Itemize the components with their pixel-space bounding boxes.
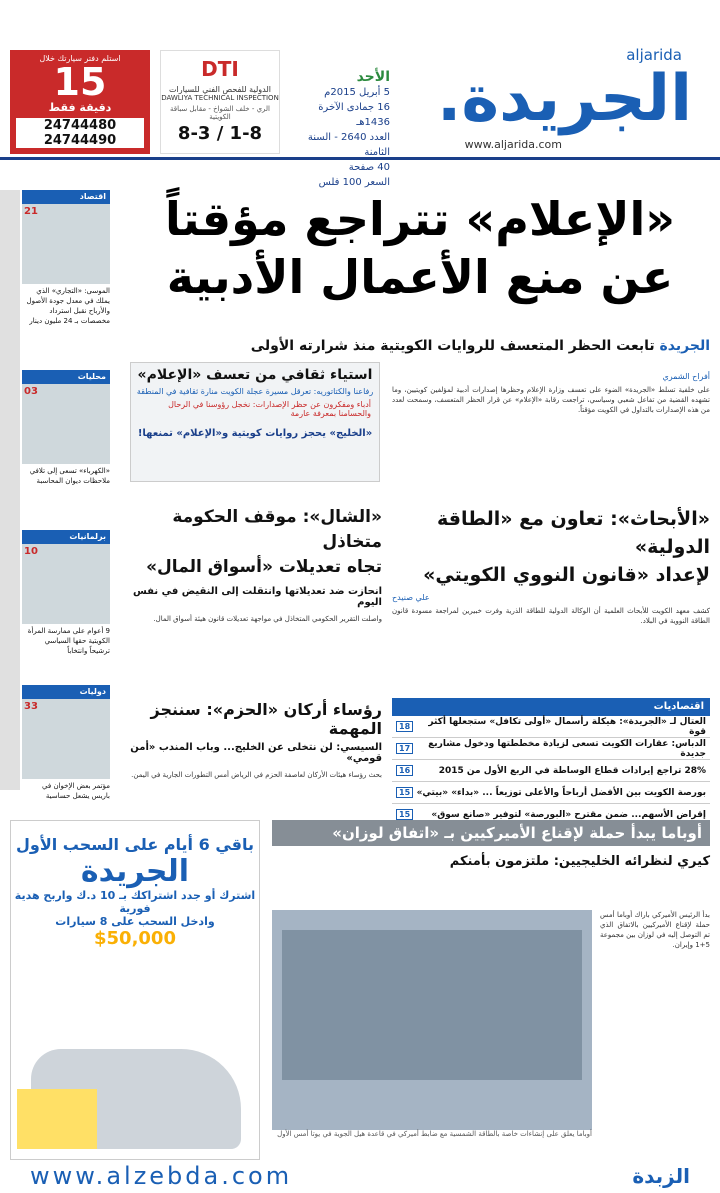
economics-item[interactable] [392,782,710,804]
advert-top-text: استلم دفتر سيارتك خلال [39,54,121,63]
lead-body: على خلفية تسلط «الجريدة» الضوء على تعسف وزارة الإعلام وحظرها إصدارات أدبية لمؤلفين كويتيين، وما تشهده القضية من تفاعل شعبي وسياسي، تراجعت رقابة «الإعلام» عن قرار الحظر المتعسف، وسمحت لعدد من هذه الإصدارات بالتداول في الكويت مؤقتاً. [392,386,710,414]
lead-subhead-text: تابعت الحظر المتعسف للروايات الكويتية منذ شرارته الأولى [250,338,655,354]
shall-headline-line2: تجاه تعديلات «أسواق المال» [146,557,382,577]
website-url[interactable]: www.aljarida.com [464,138,562,151]
feature-title: استياء ثقافي من تعسف «الإعلام» [137,367,373,383]
atomic-headline-line2: لإعداد «قانون النووي الكويتي» [423,564,710,586]
promo-draw: وادخل السحب على 8 سيارات [55,915,215,928]
teaser-photo [22,699,110,779]
footer-url[interactable]: www.alzebda.com [30,1162,293,1190]
logo-latin: aljarida [626,46,682,64]
advert-minutes: دقيقة فقط [48,101,112,114]
promo-paper-logo: الجريدة [80,854,190,889]
shall-story[interactable] [130,505,382,624]
economics-item-text: الدباس: عقارات الكويت تسعى لزيادة مخططتها ودخول مشاريع جديدة [428,738,706,759]
paper-tag: الجريدة [659,338,710,354]
shall-subhead: انحازت ضد تعديلاتها وانتقلت إلى النقيض في نفس اليوم [133,586,382,608]
chiefs-body: بحث رؤساء هيئات الأركان لعاصفة الحزم في الرياض أمس التطورات الجارية في اليمن. [131,771,382,779]
teaser-tag: محليات [22,370,110,384]
obama-photo-caption: أوباما يعلق على إنشاءات خاصة بالطاقة الشمسية مع ضابط أميركي في قاعدة هيل الجوية في يوتا أمس الأول [277,1130,592,1138]
economics-item-text: إقراض الأسهم... ضمن مقترح «البورصة» لتوفير «صانع سوق» [431,809,706,820]
teaser-local[interactable] [22,370,110,486]
economics-item-page: 15 [396,809,413,820]
lead-headline-line1: «الإعلام» تتراجع مؤقتاً [164,192,676,246]
issue-day: الأحد [356,69,390,85]
chiefs-subhead: السيسي: لن نتخلى عن الخليج... وباب المندب «أمن قومي» [130,742,382,764]
economics-item-page: 17 [396,743,413,754]
teaser-page: 21 [24,206,38,217]
teaser-parliament[interactable] [22,530,110,656]
feature-subtitle: رفاعنا والكتاتوريه: تعرقل مسيرة عجلة الكويت منارة ثقافية في المنطقة [136,387,374,396]
teaser-page: 33 [24,701,38,712]
promo-offer: اشترك أو جدد اشتراكك بـ 10 د.ك واربح هدية فورية [14,889,256,915]
issue-number: العدد 2640 - السنة الثامنة [307,132,390,158]
economics-item[interactable] [392,760,710,782]
lead-subhead [130,338,710,354]
dti-advert[interactable] [160,50,280,154]
teaser-page: 03 [24,386,38,397]
economics-item-text: العتال لـ «الجريدة»: هيكلة رأسمال «أولى تكافل» ستجعلها أكثر قوة [428,716,706,737]
dti-location: الري - خلف الشواخ - مقابل سباقة الكويتية [170,105,270,121]
economics-title: اقتصاديات [392,698,710,716]
dti-hours: 8-3 / 1-8 [177,123,263,144]
issue-date-hijri: 16 جمادى الآخرة 1436هـ [318,102,390,128]
economics-item-page: 18 [396,721,413,732]
economics-item-page: 15 [396,787,413,798]
issue-pages: 40 صفحة [348,162,390,173]
teaser-photo [22,384,110,464]
phone-2: 24744490 [43,133,117,148]
teaser-tag: برلمانيات [22,530,110,544]
subscription-promo[interactable] [10,820,260,1160]
feature-note: أدباء ومفكرون عن حظر الإصدارات: نخجل رؤوسنا في الرحال والحسامنا بمعرفة عارمة [168,400,371,418]
issue-price: السعر 100 فلس [318,177,390,188]
issue-date-gregorian: 5 أبريل 2015م [324,87,390,98]
obama-subhead: كيري لنظرائه الخليجيين: ملتزمون بأمنكم [449,854,710,869]
advert-phones [16,118,144,148]
feature-strap: «الخليج» يحجز روايات كويتية و«الإعلام» تمنعها! [137,428,373,439]
teaser-tag: دوليات [22,685,110,699]
teaser-international[interactable] [22,685,110,801]
teaser-text: 9 أعوام على ممارسة المرأة الكويتية حقها السياسي ترشيحاً وانتخاباً [27,627,110,655]
economics-item[interactable] [392,716,710,738]
lead-byline: أفراح الشمري [662,372,710,381]
obama-story[interactable] [272,820,710,1138]
feature-box[interactable] [130,362,380,482]
cash-image [17,1089,97,1149]
teaser-photo [22,204,110,284]
solar-panels-image [282,930,582,1080]
teaser-economy[interactable] [22,190,110,326]
lead-headline[interactable] [130,190,710,306]
issue-info [290,70,390,190]
economics-box [392,698,710,826]
promo-amount: $50,000 [94,928,176,949]
logo-arabic: الجريدة. [437,62,692,136]
lead-headline-line2: عن منع الأعمال الأدبية [166,250,674,304]
left-teaser-column [0,190,112,800]
advert-number: 15 [53,60,107,104]
obama-photo [272,910,592,1130]
economics-item-page: 16 [396,765,413,776]
fifteen-minutes-advert[interactable] [10,50,150,154]
dti-name-english: DAWLIYA TECHNICAL INSPECTION [161,94,279,102]
teaser-text: مؤتمر بعض الإخوان في باريس يشعل حساسية [42,782,110,800]
obama-banner: أوباما يبدأ حملة لإقناع الأميركيين بـ «اتفاق لوزان» [272,820,710,846]
page-footer [0,1162,720,1193]
newspaper-logo[interactable] [382,40,712,156]
economics-item[interactable] [392,738,710,760]
economics-item-text: 28% تراجع إيرادات قطاع الوساطة في الربع الأول من 2015 [438,765,706,776]
atomic-story[interactable] [392,505,710,626]
chiefs-of-staff-story[interactable] [130,700,382,780]
atomic-byline: علي صنيدح [392,593,430,602]
atomic-headline-line1: «الأبحاث»: تعاون مع «الطاقة الدولية» [437,508,710,558]
teaser-photo [22,544,110,624]
teaser-text: «الكهرباء» تسعى إلى تلافي ملاحظات ديوان المحاسبة [29,467,110,485]
teaser-tag: اقتصاد [22,190,110,204]
shall-headline-line1: «الشال»: موقف الحكومة متخاذل [172,507,382,552]
dti-name-arabic: الدولية للفحص الفني للسيارات [168,85,272,94]
obama-body: بدأ الرئيس الأميركي باراك أوباما أمس حملة لإقناع الأميركيين بالاتفاق الذي تم التوصل إليه في لوزان بين مجموعة 5+1 وإيران. [600,911,710,949]
phone-1: 24744480 [43,118,117,133]
footer-watermark: الزبدة [632,1164,690,1188]
teaser-text: الموسى: «التجاري» الذي يملك في معدل جودة الأصول والأرباح نقبل استرداد مخصصات بـ 24 مليون دينار [26,287,110,325]
shall-body: واصلت التقرير الحكومي المتخاذل في مواجهة تعديلات قانون هيئة أسواق المال. [153,615,382,623]
chiefs-headline: رؤساء أركان «الحزم»: سننجز المهمة [150,700,382,738]
dti-logo: DTI [201,57,239,81]
masthead [0,40,720,188]
economics-item-text: بورصة الكويت بين الأفضل أرباحاً والأعلى توزيعاً ... «بداء» «بيتي» [416,787,706,798]
teaser-page: 10 [24,546,38,557]
promo-remaining: باقي 6 أيام على السحب الأول [15,835,254,854]
atomic-body: كشف معهد الكويت للأبحاث العلمية أن الوكالة الدولية للطاقة الذرية وفرت خبيرين لمراجعة مسودة قانون الطاقة النووية في البلاد. [392,607,710,625]
